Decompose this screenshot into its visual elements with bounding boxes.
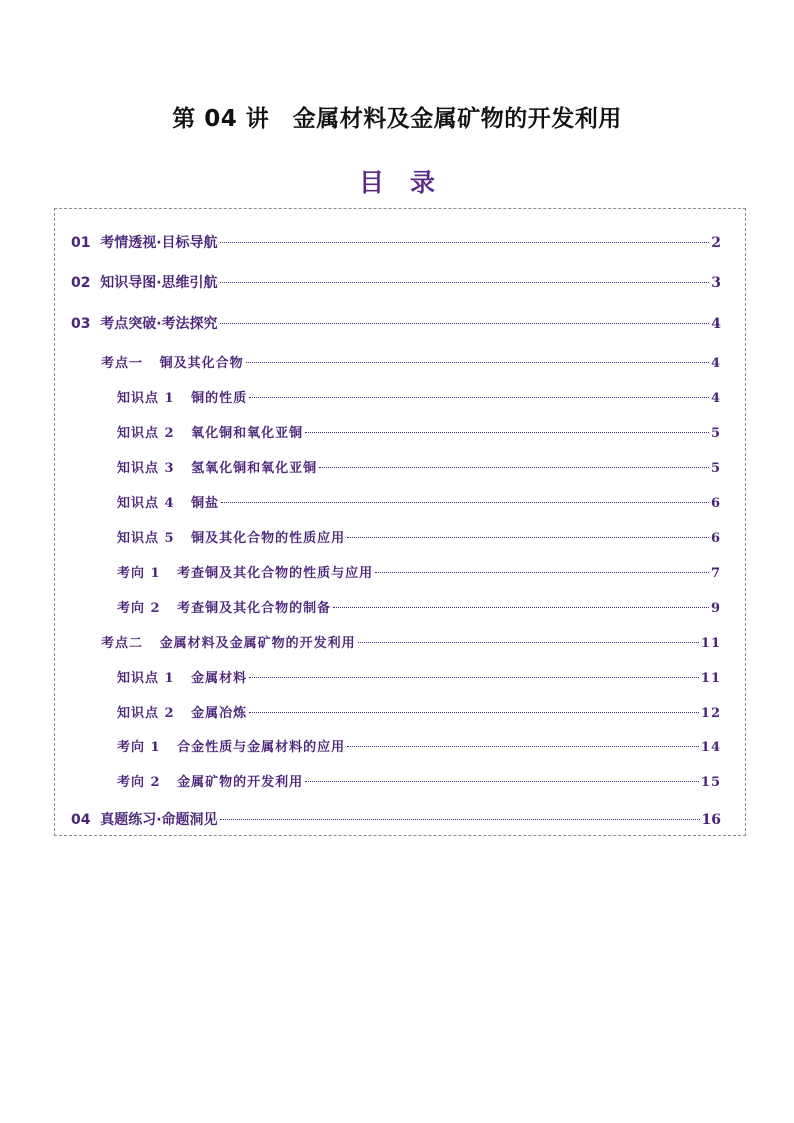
toc-kaoxiang-1-1[interactable] [117, 564, 721, 584]
dot-leader [249, 712, 699, 713]
toc-label: 知识点 3 氢氧化铜和氧化亚铜 [117, 461, 318, 476]
toc-kaoxiang-2-1[interactable] [117, 738, 721, 758]
dot-leader [333, 607, 709, 608]
toc-label: 知识点 5 铜及其化合物的性质应用 [117, 531, 346, 546]
toc-kaoxiang-2-2[interactable] [117, 773, 721, 793]
toc-page-number: 5 [710, 461, 721, 476]
toc-zhishidian-1-1[interactable] [117, 389, 721, 409]
toc-section-03[interactable] [71, 314, 721, 334]
dot-leader [347, 746, 699, 747]
toc-kaodian-1[interactable] [101, 354, 721, 374]
toc-page-number: 12 [700, 706, 721, 721]
toc-label: 02 知识导图·思维引航 [71, 275, 218, 291]
toc-label: 知识点 1 金属材料 [117, 671, 248, 686]
toc-page-number: 16 [701, 812, 721, 828]
toc-section-01[interactable] [71, 233, 721, 253]
toc-zhishidian-1-4[interactable] [117, 494, 721, 514]
toc-page-number: 4 [710, 391, 721, 406]
toc-label: 考向 2 考查铜及其化合物的制备 [117, 601, 332, 616]
toc-label: 04 真题练习·命题洞见 [71, 812, 218, 828]
toc-page-number: 4 [710, 356, 721, 371]
dot-leader [375, 572, 709, 573]
toc-page-number: 2 [711, 235, 721, 251]
toc-label: 考向 1 合金性质与金属材料的应用 [117, 740, 346, 755]
toc-page-number: 6 [710, 531, 721, 546]
toc-page-number: 14 [700, 740, 721, 755]
toc-label: 知识点 4 铜盐 [117, 496, 220, 511]
toc-kaoxiang-1-2[interactable] [117, 599, 721, 619]
toc-section-04[interactable] [71, 810, 721, 830]
toc-label: 03 考点突破·考法探究 [71, 316, 218, 332]
toc-label: 考向 1 考查铜及其化合物的性质与应用 [117, 566, 374, 581]
toc-label: 知识点 2 金属冶炼 [117, 706, 248, 721]
toc-heading: 目录 [358, 168, 461, 197]
dot-leader [220, 323, 710, 324]
toc-label: 考向 2 金属矿物的开发利用 [117, 775, 304, 790]
dot-leader [347, 537, 709, 538]
table-of-contents [54, 208, 746, 836]
page-title: 第 04 讲 金属材料及金属矿物的开发利用 [172, 106, 622, 132]
toc-label: 考点一 铜及其化合物 [101, 356, 244, 371]
toc-page-number: 7 [710, 566, 721, 581]
toc-page-number: 11 [700, 636, 721, 651]
dot-leader [249, 677, 699, 678]
toc-page-number: 4 [711, 316, 721, 332]
toc-section-02[interactable] [71, 273, 721, 293]
dot-leader [305, 781, 699, 782]
toc-page-number: 5 [710, 426, 721, 441]
toc-page-number: 9 [710, 601, 721, 616]
toc-zhishidian-1-3[interactable] [117, 459, 721, 479]
toc-label: 知识点 2 氧化铜和氧化亚铜 [117, 426, 304, 441]
toc-zhishidian-1-5[interactable] [117, 529, 721, 549]
toc-page-number: 11 [700, 671, 721, 686]
dot-leader [305, 432, 709, 433]
dot-leader [220, 242, 710, 243]
dot-leader [221, 502, 709, 503]
toc-page-number: 3 [711, 275, 721, 291]
toc-zhishidian-1-2[interactable] [117, 424, 721, 444]
dot-leader [249, 397, 709, 398]
dot-leader [319, 467, 709, 468]
dot-leader [246, 362, 709, 363]
toc-page-number: 15 [700, 775, 721, 790]
toc-label: 01 考情透视·目标导航 [71, 235, 218, 251]
dot-leader [220, 282, 710, 283]
dot-leader [220, 819, 700, 820]
toc-page-number: 6 [710, 496, 721, 511]
toc-label: 考点二 金属材料及金属矿物的开发利用 [101, 636, 356, 651]
toc-zhishidian-2-1[interactable] [117, 669, 721, 689]
toc-label: 知识点 1 铜的性质 [117, 391, 248, 406]
toc-kaodian-2[interactable] [101, 634, 721, 654]
dot-leader [358, 642, 699, 643]
toc-zhishidian-2-2[interactable] [117, 704, 721, 724]
